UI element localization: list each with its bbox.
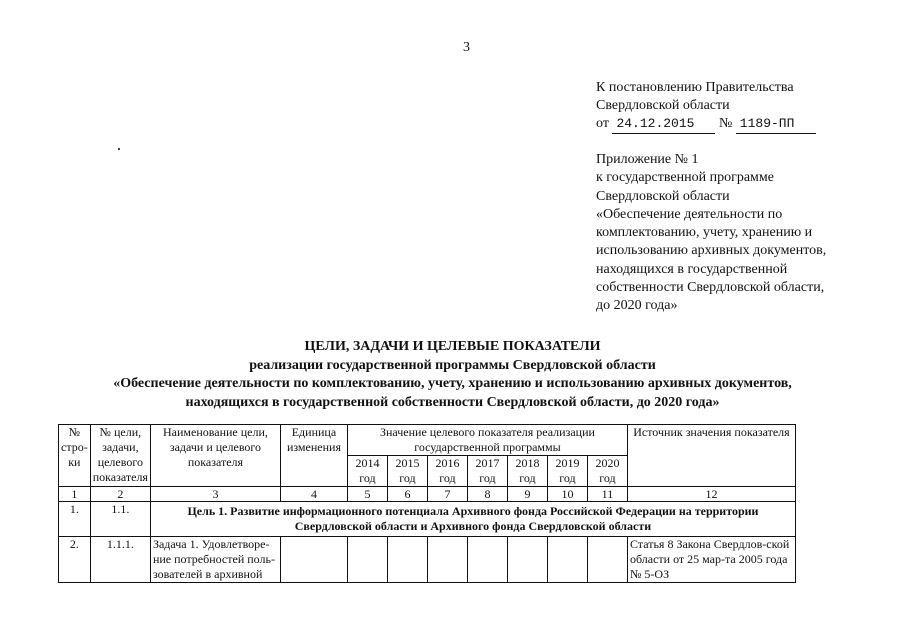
appendix-reference: [596, 151, 876, 316]
page-number: 3: [463, 40, 470, 55]
table-row: [59, 502, 796, 537]
value-cell: [467, 537, 507, 583]
header-unit: Единица изменения: [280, 425, 347, 487]
header-year: 2015 год: [387, 456, 427, 487]
task-name: Задача 1. Удовлетворе-ние потребностей поль-зователей в архивной: [150, 537, 280, 583]
decree-number-label: №: [718, 116, 733, 131]
appendix-line: находящихся в государственной: [596, 261, 788, 277]
header-name: Наименование цели, задачи и целевого показателя: [150, 425, 280, 487]
goal-number: 1.1.1.: [90, 537, 150, 583]
goal-number: 1.1.: [90, 502, 150, 537]
column-number: 3: [150, 487, 280, 502]
header-year: 2020 год: [587, 456, 627, 487]
column-number: 4: [280, 487, 347, 502]
appendix-line: Свердловской области: [596, 188, 730, 204]
decree-date: 24.12.2015: [612, 115, 715, 134]
column-number: 2: [90, 487, 150, 502]
column-number: 9: [507, 487, 547, 502]
value-cell: [547, 537, 587, 583]
unit-cell: [280, 537, 347, 583]
header-year: 2018 год: [507, 456, 547, 487]
appendix-line: Приложение № 1: [596, 152, 699, 167]
value-cell: [587, 537, 627, 583]
column-number: 5: [347, 487, 387, 502]
document-title: ЦЕЛИ, ЗАДАЧИ И ЦЕЛЕВЫЕ ПОКАЗАТЕЛИ: [304, 339, 601, 354]
decree-date-line: [596, 115, 816, 134]
row-number: 1.: [59, 502, 91, 537]
column-number: 10: [547, 487, 587, 502]
value-cell: [427, 537, 467, 583]
column-number: 8: [467, 487, 507, 502]
column-number: 11: [587, 487, 627, 502]
document-subtitle: реализации государственной программы Свердловской области: [249, 358, 656, 373]
appendix-line: к государственной программе: [596, 170, 774, 186]
header-values: Значение целевого показателя реализации государственной программы: [347, 425, 627, 456]
header-goal-number: № цели, задачи, целевого показателя: [90, 425, 150, 487]
decree-line-2: Свердловской области: [596, 98, 730, 113]
targets-table: [58, 424, 796, 583]
appendix-line: собственности Свердловской области,: [596, 280, 825, 296]
column-number: 12: [627, 487, 795, 502]
table-row: [59, 537, 796, 583]
header-year: 2017 год: [467, 456, 507, 487]
header-source: Источник значения показателя: [627, 425, 795, 487]
column-number: 7: [427, 487, 467, 502]
value-cell: [347, 537, 387, 583]
decree-line-1: К постановлению Правительства: [596, 80, 794, 95]
header-year: 2019 год: [547, 456, 587, 487]
program-name-line-1: «Обеспечение деятельности по комплектованию, учету, хранению и использованию архивных документов,: [113, 376, 792, 391]
appendix-line: до 2020 года»: [596, 298, 678, 314]
decree-number: 1189-ПП: [736, 115, 816, 134]
appendix-line: комплектованию, учету, хранению и: [596, 225, 813, 241]
column-number: 6: [387, 487, 427, 502]
decree-reference: [596, 79, 816, 134]
header-year: 2016 год: [427, 456, 467, 487]
program-name-line-2: находящихся в государственной собственности Свердловской области, до 2020 года»: [185, 395, 720, 410]
column-number: 1: [59, 487, 91, 502]
goal-text: Цель 1. Развитие информационного потенциала Архивного фонда Российской Федерации на территории Свердловской области и Архивного фонда Свердловской области: [150, 502, 795, 537]
appendix-line: использованию архивных документов,: [596, 243, 827, 259]
appendix-line: «Обеспечение деятельности по: [596, 206, 783, 222]
scan-speck: [118, 148, 120, 150]
value-cell: [387, 537, 427, 583]
row-number: 2.: [59, 537, 91, 583]
header-year: 2014 год: [347, 456, 387, 487]
decree-from-label: от: [596, 116, 609, 131]
header-row-number: № стро-ки: [59, 425, 91, 487]
value-cell: [507, 537, 547, 583]
source-cell: Статья 8 Закона Свердлов-ской области от 25 мар-та 2005 года № 5-ОЗ: [627, 537, 795, 583]
